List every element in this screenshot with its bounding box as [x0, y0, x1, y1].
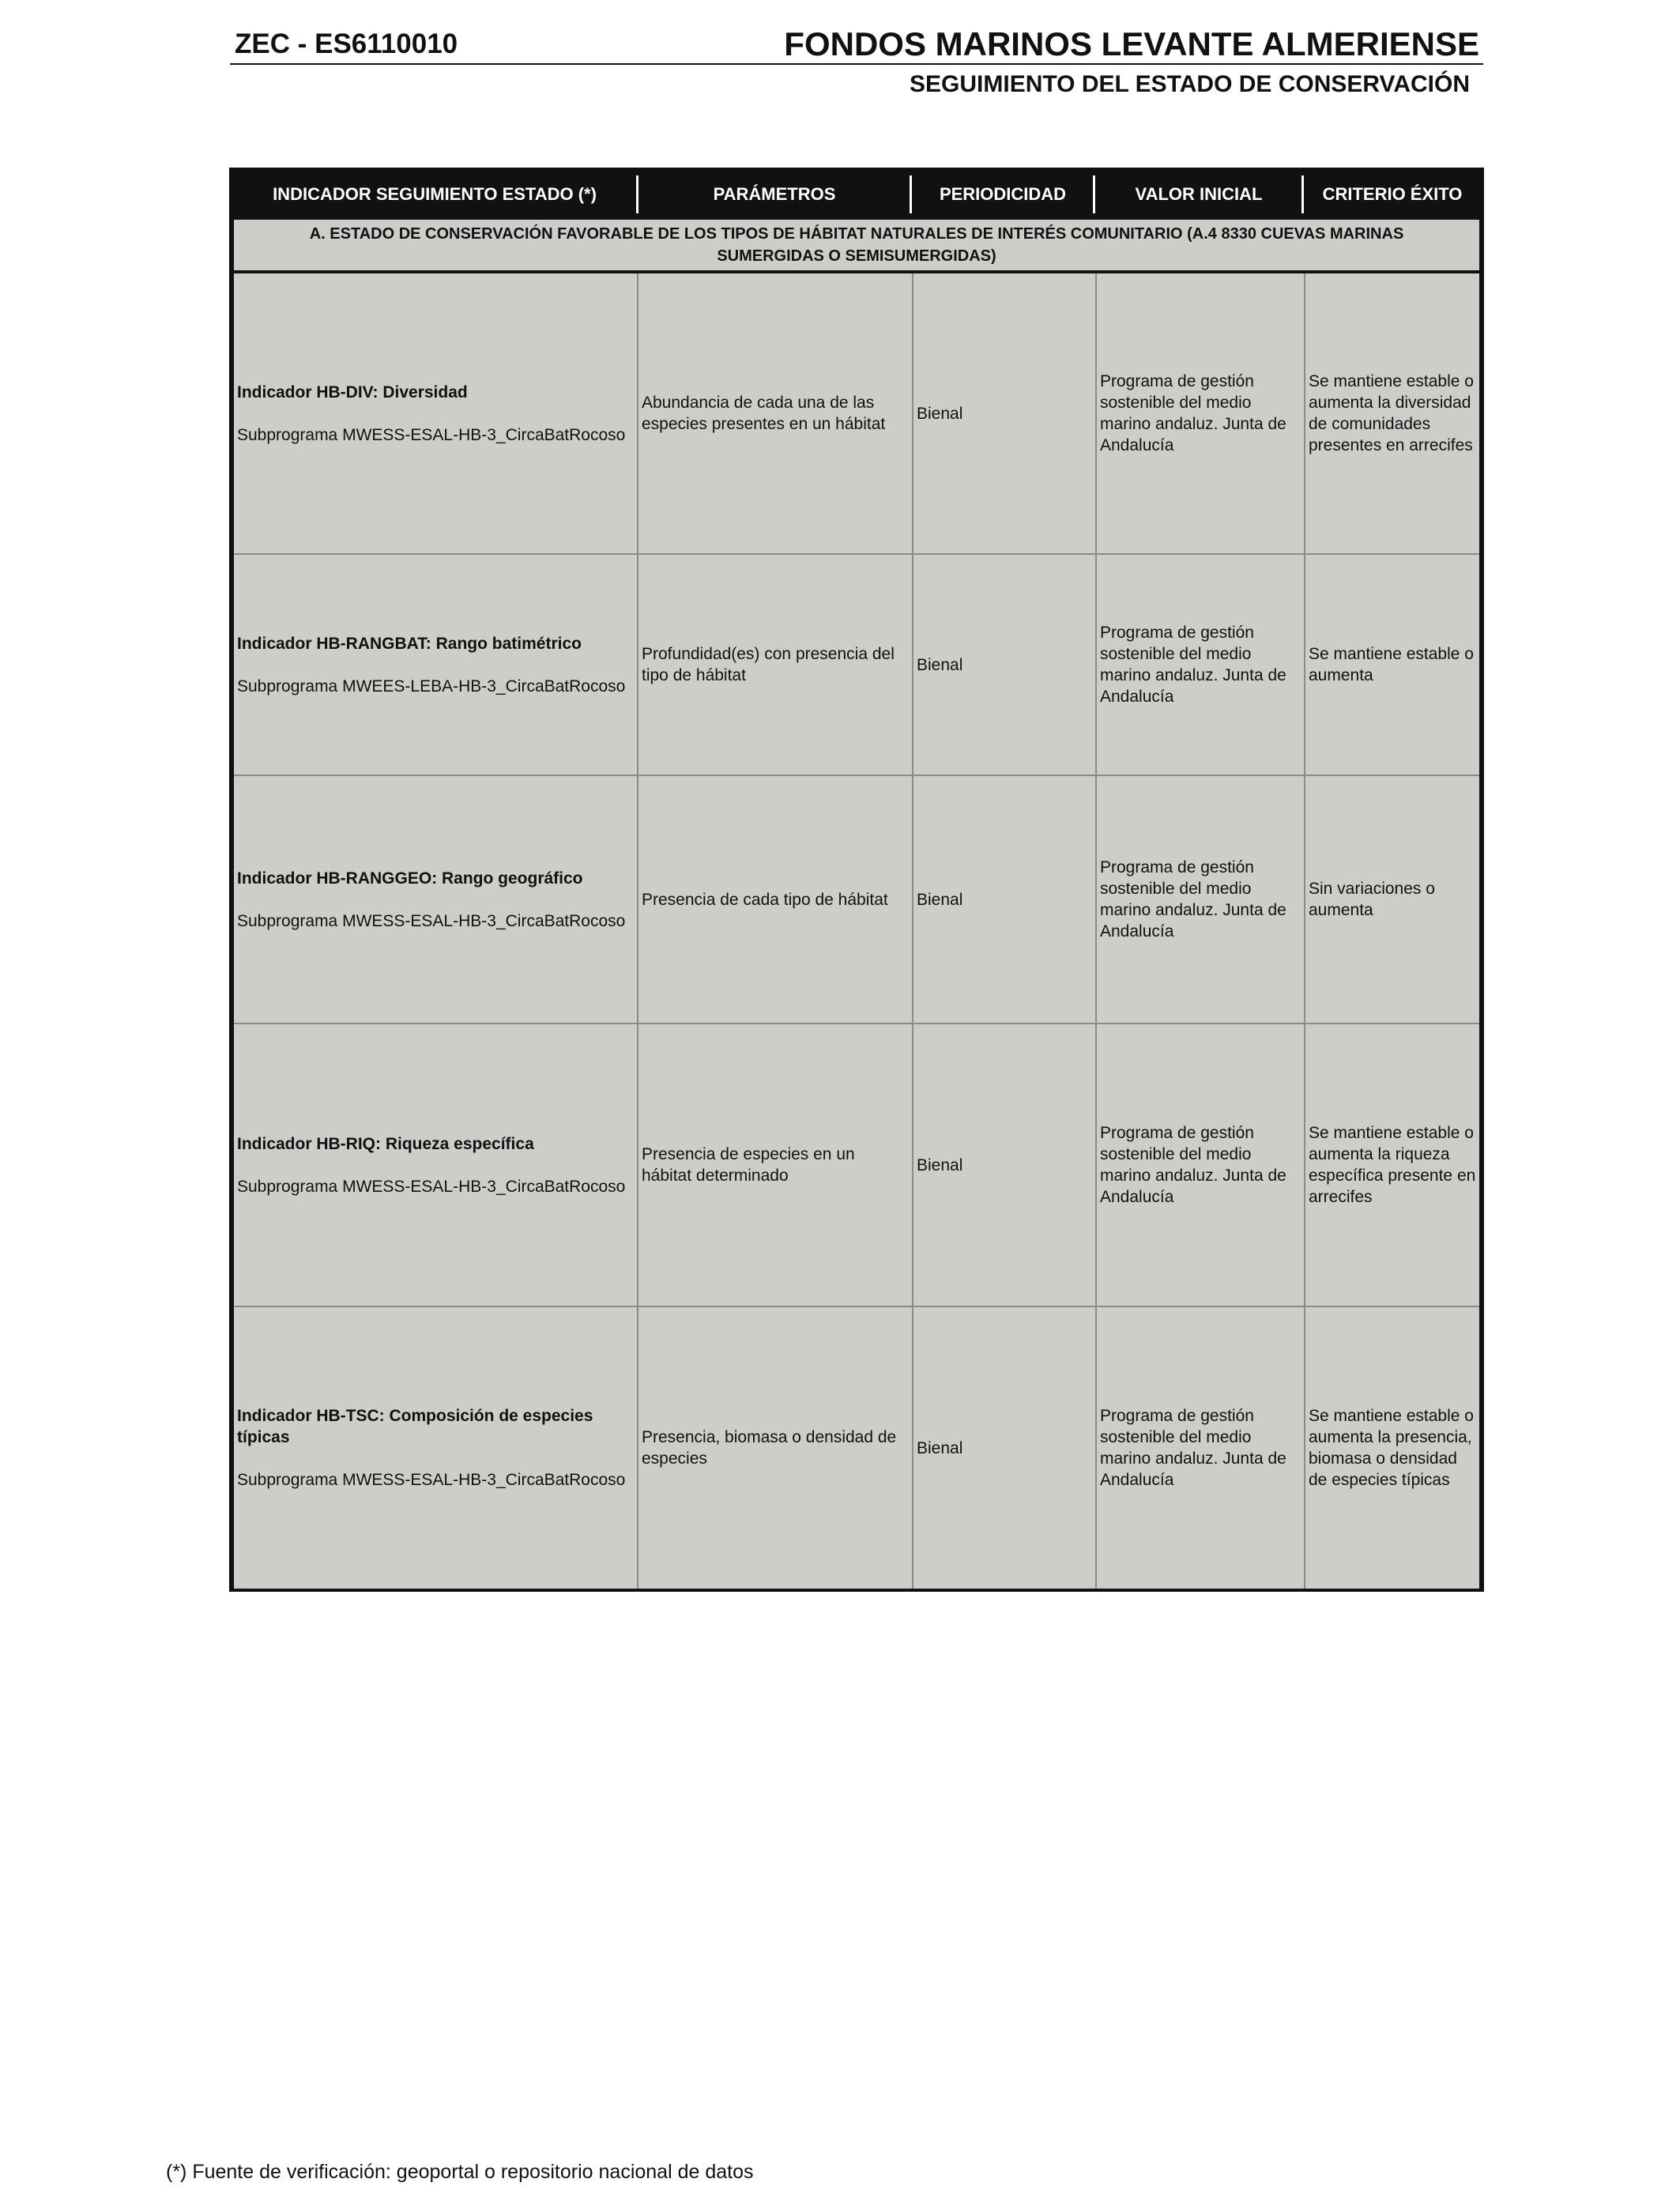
- parameters-text: Profundidad(es) con presencia del tipo de hábitat: [642, 645, 895, 684]
- cell-periodicity: [913, 273, 1095, 553]
- table-row: [234, 555, 1479, 776]
- periodicity-text: Bienal: [917, 404, 963, 423]
- indicator-name: Indicador HB-TSC: Composición de especies típicas: [237, 1407, 593, 1446]
- success-criterion-text: Se mantiene estable o aumenta la presencia, biomasa o densidad de especies típicas: [1309, 1407, 1474, 1489]
- indicator-name: Indicador HB-RANGBAT: Rango batimétrico: [237, 634, 582, 653]
- cell-periodicity: [913, 555, 1095, 775]
- indicator-name: Indicador HB-DIV: Diversidad: [237, 383, 468, 401]
- initial-value-text: Programa de gestión sostenible del medio marino andaluz. Junta de Andalucía: [1100, 858, 1286, 941]
- cell-indicator: [234, 273, 637, 553]
- cell-indicator: [234, 1024, 637, 1306]
- initial-value-text: Programa de gestión sostenible del medio marino andaluz. Junta de Andalucía: [1100, 624, 1286, 706]
- parameters-text: Presencia de especies en un hábitat determinado: [642, 1145, 855, 1185]
- indicator-name: Indicador HB-RIQ: Riqueza específica: [237, 1134, 534, 1153]
- cell-parameters: [638, 776, 912, 1023]
- indicator-subprogram: Subprograma MWEES-LEBA-HB-3_CircaBatRocoso: [237, 677, 626, 696]
- success-criterion-text: Sin variaciones o aumenta: [1309, 880, 1435, 919]
- cell-parameters: [638, 1307, 912, 1589]
- table-row: [234, 273, 1479, 555]
- periodicity-text: Bienal: [917, 1438, 963, 1457]
- indicator-subprogram: Subprograma MWESS-ESAL-HB-3_CircaBatRocoso: [237, 911, 626, 930]
- periodicity-text: Bienal: [917, 1155, 963, 1174]
- col-header-indicator: INDICADOR SEGUIMIENTO ESTADO (*): [273, 184, 597, 204]
- table-row: [234, 1307, 1479, 1589]
- doc-code: ZEC - ES6110010: [235, 28, 458, 59]
- indicator-name: Indicador HB-RANGGEO: Rango geográfico: [237, 869, 583, 888]
- doc-subtitle: SEGUIMIENTO DEL ESTADO DE CONSERVACIÓN: [910, 71, 1470, 97]
- cell-success-criterion: [1305, 1024, 1479, 1306]
- cell-parameters: [638, 555, 912, 775]
- cell-periodicity: [913, 1307, 1095, 1589]
- initial-value-text: Programa de gestión sostenible del medio marino andaluz. Junta de Andalucía: [1100, 1407, 1286, 1489]
- initial-value-text: Programa de gestión sostenible del medio marino andaluz. Junta de Andalucía: [1100, 1124, 1286, 1206]
- cell-initial-value: [1097, 273, 1304, 553]
- cell-periodicity: [913, 1024, 1095, 1306]
- cell-indicator: [234, 1307, 637, 1589]
- col-header-success-criterion: CRITERIO ÉXITO: [1322, 184, 1463, 204]
- table-body: [234, 273, 1479, 1589]
- cell-initial-value: [1097, 776, 1304, 1023]
- success-criterion-text: Se mantiene estable o aumenta la diversidad de comunidades presentes en arrecifes: [1309, 372, 1474, 454]
- indicator-subprogram: Subprograma MWESS-ESAL-HB-3_CircaBatRocoso: [237, 425, 626, 444]
- cell-parameters: [638, 273, 912, 553]
- cell-indicator: [234, 555, 637, 775]
- success-criterion-text: Se mantiene estable o aumenta: [1309, 645, 1474, 684]
- periodicity-text: Bienal: [917, 890, 963, 909]
- cell-success-criterion: [1305, 555, 1479, 775]
- section-title: A. ESTADO DE CONSERVACIÓN FAVORABLE DE LOS TIPOS DE HÁBITAT NATURALES DE INTERÉS COMUNITARIO (A.4 8330 CUEVAS MARINAS SUMERGIDAS O SEMISUMERGIDAS): [234, 220, 1479, 270]
- footer-note: (*) Fuente de verificación: geoportal o repositorio nacional de datos: [166, 2161, 754, 2183]
- parameters-text: Presencia, biomasa o densidad de especies: [642, 1428, 897, 1468]
- doc-site-name: FONDOS MARINOS LEVANTE ALMERIENSE: [784, 25, 1479, 62]
- indicator-subprogram: Subprograma MWESS-ESAL-HB-3_CircaBatRocoso: [237, 1471, 626, 1489]
- indicator-subprogram: Subprograma MWESS-ESAL-HB-3_CircaBatRocoso: [237, 1177, 626, 1196]
- cell-initial-value: [1097, 555, 1304, 775]
- monitoring-table: [229, 168, 1484, 1592]
- col-header-periodicity: PERIODICIDAD: [939, 184, 1067, 204]
- success-criterion-text: Se mantiene estable o aumenta la riqueza específica presente en arrecifes: [1309, 1124, 1476, 1206]
- table-row: [234, 1024, 1479, 1307]
- cell-success-criterion: [1305, 1307, 1479, 1589]
- header-rule: [230, 63, 1483, 65]
- cell-success-criterion: [1305, 776, 1479, 1023]
- initial-value-text: Programa de gestión sostenible del medio marino andaluz. Junta de Andalucía: [1100, 372, 1286, 454]
- cell-success-criterion: [1305, 273, 1479, 553]
- table-header: [232, 171, 1481, 218]
- cell-parameters: [638, 1024, 912, 1306]
- cell-indicator: [234, 776, 637, 1023]
- cell-initial-value: [1097, 1024, 1304, 1306]
- parameters-text: Presencia de cada tipo de hábitat: [642, 890, 888, 909]
- periodicity-text: Bienal: [917, 655, 963, 674]
- table-row: [234, 776, 1479, 1024]
- col-header-initial-value: VALOR INICIAL: [1135, 184, 1263, 204]
- cell-periodicity: [913, 776, 1095, 1023]
- parameters-text: Abundancia de cada una de las especies presentes en un hábitat: [642, 394, 886, 433]
- col-header-parameters: PARÁMETROS: [713, 184, 836, 204]
- cell-initial-value: [1097, 1307, 1304, 1589]
